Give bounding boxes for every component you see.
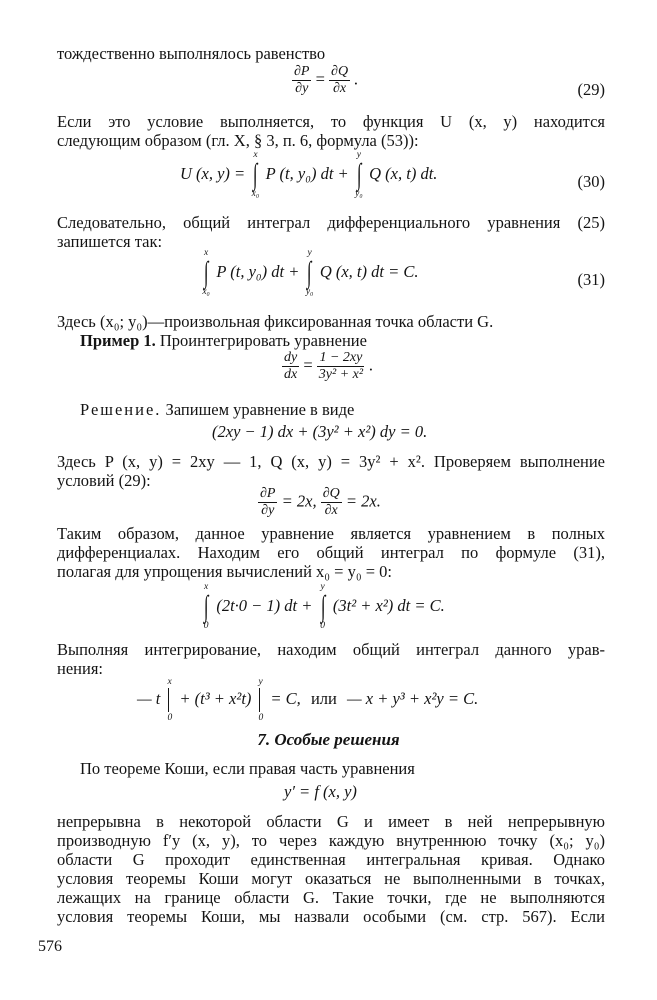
equation-30: U (x, y) = x ∫ x₀ P (t, y₀) dt + y ∫ y₀ Q (x, t) dt. [180,150,438,199]
equation-number: (31) [577,270,605,289]
text-line: условия теоремы Коши могут оказаться не выполненными в точках, [57,869,605,888]
condition-equation: $\frac{\partial P}{\partial y}$ = 2x, $\frac{\partial Q}{\partial x}$ = 2x. [260,486,381,518]
text-line: полагая для упрощения вычислений x₀ = y₀ = 0: [57,562,393,581]
section-heading: 7. Особые решения [257,730,400,749]
text-line: тождественно выполнялось равенство [57,44,326,63]
text-line: области G проходит единственная интегральная кривая. Однако [57,850,605,869]
text-line: непрерывна в некоторой области G и имеет в ней непрерывную [57,812,605,831]
result-equation: — t x 0 + (t³ + x²t) y 0 = C, или — x + y³ + x²y = C. [137,677,479,723]
text-line: лежащих на границе области G. Такие точки, где не выполняются [57,888,605,907]
solution-label: Решение. [80,400,162,419]
equation-number: (30) [577,172,605,191]
text-line: Выполняя интегрирование, находим общий интеграл данного урав- [57,640,605,659]
text-line: Таким образом, данное уравнение является уравнением в полных [57,524,605,543]
text-line: Если это условие выполняется, то функция U (x, y) находится [57,112,605,131]
integral-sign: x ∫ x₀ [202,248,210,297]
text-line: Здесь (x₀; y₀)—произвольная фиксированная точка области G. [57,312,494,331]
text-line: нения: [57,659,103,678]
equation-number: (29) [577,80,605,99]
example-equation: $\frac{dy}{dx}$ = $\frac{1 - 2xy}{\text{3y² + x²}}$ . [284,350,374,382]
text-line: условия теоремы Коши, мы назвали особыми (см. стр. 567). Если [57,907,605,926]
integral-sign: y ∫ 0 [320,582,326,631]
cauchy-equation: y′ = f (x, y) [284,782,357,801]
page-number: 576 [38,938,62,955]
general-integral: x ∫ 0 (2t·0 − 1) dt + y ∫ 0 (3t² + x²) dt = C. [203,582,445,631]
text-line: Следовательно, общий интеграл дифференциального уравнения (25) [57,213,605,232]
equation: (2xy − 1) dx + (3y² + x²) dy = 0. [212,422,428,441]
integral-sign: y ∫ y₀ [305,248,314,297]
equation-29: $\frac{\partial P}{\partial y}$ = $\frac{\partial Q}{\partial x}$ . [294,64,359,96]
evaluation-bar: x 0 [167,677,173,723]
text-line: запишется так: [57,232,163,251]
text-line: дифференциалах. Находим его общий интеграл по формуле (31), [57,543,605,562]
text-line: условий (29): [57,471,151,490]
example-line: Пример 1. Проинтегрировать уравнение [80,331,367,350]
integral-sign: y ∫ y₀ [355,150,363,199]
example-label: Пример 1. [80,331,156,350]
text-line: следующим образом (гл. X, § 3, п. 6, формула (53)): [57,131,419,150]
equation-31: x ∫ x₀ P (t, y₀) dt + y ∫ y₀ Q (x, t) dt = C. [202,248,419,297]
text-line: По теореме Коши, если правая часть уравнения [80,759,415,778]
text-line: производную f′y (x, y), то через каждую внутреннюю точку (x₀; y₀) [57,831,605,850]
text-line: Здесь P (x, y) = 2xy — 1, Q (x, y) = 3y² + x². Проверяем выполнение [57,452,605,471]
integral-sign: x ∫ x₀ [251,150,260,199]
solution-line: Решение. Запишем уравнение в виде [80,400,355,419]
evaluation-bar: y 0 [258,677,264,723]
integral-sign: x ∫ 0 [203,582,209,631]
